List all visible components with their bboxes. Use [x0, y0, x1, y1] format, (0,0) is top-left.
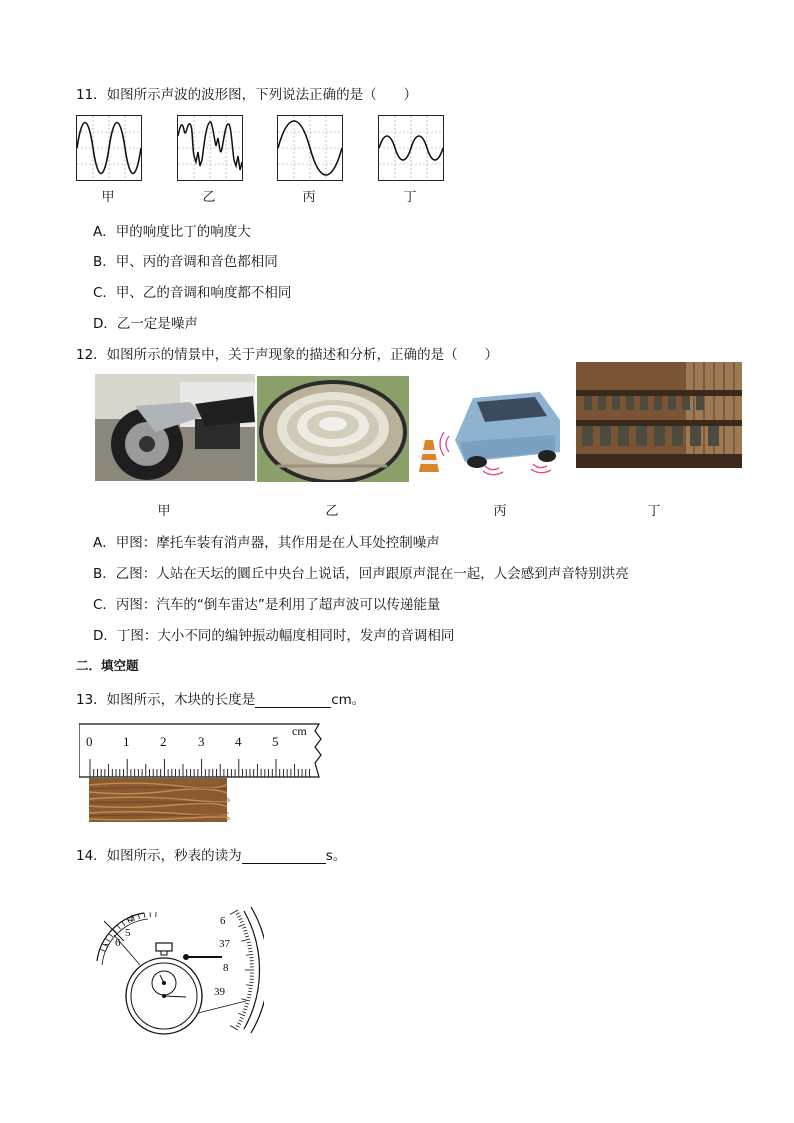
waveform-label-yi: 乙: [202, 190, 216, 205]
waveform-label-bing: 丙: [302, 190, 316, 205]
ruler-num-0: 0: [86, 734, 93, 749]
q12-label-bing: 丙: [493, 504, 507, 519]
q11-option-a: A．甲的响度比丁的响度大: [93, 224, 251, 240]
large-dial-num-6: 6: [220, 915, 226, 927]
car-reversing-radar-image: [415, 380, 565, 480]
waveform-ding: [378, 115, 444, 181]
waveform-label-ding: 丁: [403, 190, 417, 205]
ruler-figure: [79, 723, 327, 825]
chime-bells-image: [576, 362, 742, 468]
ruler-num-2: 2: [160, 734, 167, 749]
q12-option-a: A．甲图：摩托车装有消声器，其作用是在人耳处控制噪声: [93, 535, 440, 551]
q12-label-jia: 甲: [157, 504, 171, 519]
ruler-num-3: 3: [198, 734, 205, 749]
q13-answer-blank[interactable]: [255, 693, 331, 708]
waveform-yi: [177, 115, 243, 181]
small-dial-num-6: 6: [115, 937, 121, 949]
ruler-num-4: 4: [235, 734, 242, 749]
q14-stem: [76, 844, 346, 864]
q14-stem-after: s。: [325, 848, 347, 864]
q12-option-b: B．乙图：人站在天坛的圜丘中央台上说话，回声跟原声混在一起，人会感到声音特别洪亮: [93, 566, 629, 582]
q12-stem: 12．如图所示的情景中，关于声现象的描述和分析，正确的是（ ）: [76, 347, 499, 363]
small-dial-num-4: 4: [128, 913, 134, 925]
q11-option-b: B．甲、丙的音调和音色都相同: [93, 254, 278, 270]
small-dial-num-5: 5: [125, 927, 131, 939]
q12-label-ding: 丁: [647, 504, 661, 519]
small-dial-num-7: 7: [104, 942, 110, 954]
large-dial-num-37: 37: [219, 938, 230, 950]
ruler-num-5: 5: [272, 734, 279, 749]
section-title-fill-in: 二．填空题: [76, 658, 139, 673]
q13-stem-after: cm。: [331, 692, 366, 708]
q13-stem-before: 13．如图所示，木块的长度是: [76, 692, 256, 708]
q12-option-d: D．丁图：大小不同的编钟振动幅度相同时，发声的音调相同: [93, 628, 455, 644]
q11-stem: 11．如图所示声波的波形图，下列说法正确的是（ ）: [76, 87, 418, 103]
q13-stem: [76, 688, 365, 708]
motorcycle-muffler-image: [95, 374, 255, 481]
ruler-unit: cm: [292, 724, 307, 738]
large-dial-num-8: 8: [223, 962, 229, 974]
waveform-bing: [277, 115, 343, 181]
waveform-label-jia: 甲: [101, 190, 115, 205]
q14-stem-before: 14．如图所示，秒表的读为: [76, 848, 242, 864]
q12-option-c: C．丙图：汽车的“倒车雷达”是利用了超声波可以传递能量: [93, 597, 441, 613]
q11-option-c: C．甲、乙的音调和响度都不相同: [93, 285, 292, 301]
waveform-jia: [76, 115, 142, 181]
ruler-num-1: 1: [123, 734, 130, 749]
q11-option-d: D．乙一定是噪声: [93, 316, 198, 332]
large-dial-num-39: 39: [214, 986, 225, 998]
stopwatch-figure: [94, 905, 264, 1035]
q12-label-yi: 乙: [325, 504, 339, 519]
circular-mound-altar-image: [257, 376, 409, 482]
q14-answer-blank[interactable]: [242, 849, 326, 864]
